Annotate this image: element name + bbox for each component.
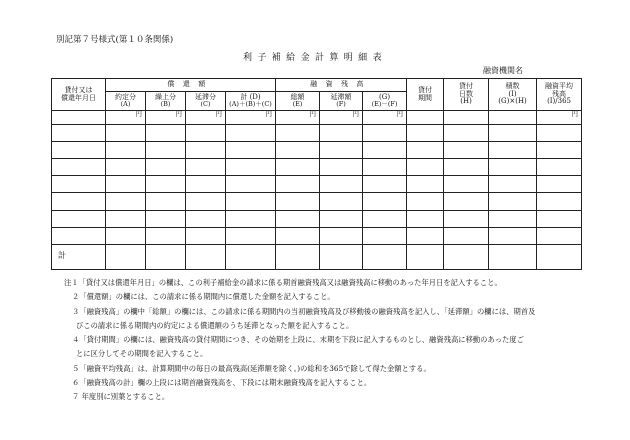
table-row [52,125,582,142]
note-4: ４「貸付期間」の欄には、融資残高の貸付期間につき、その始期を上段に、末期を下段に記入するものとし、融資残高に移動のあった度ご [72,335,524,345]
header-loan-period: 貸付 期間 [407,79,444,111]
note-3-cont: びこの請求に係る期間内の約定による償還額のうち延滞となった額を記入すること。 [76,320,354,330]
calculation-table [51,78,582,270]
total-row [52,244,582,269]
document-title: 利子補給金計算明細表 [242,53,387,63]
header-balance-net: (G) (E)－(F) [363,92,407,111]
note-5: ５「融資平均残高」は、計算期間中の毎日の最高残高(延滞額を除く。)の総和を365で除して得た金額とする。 [72,363,431,373]
table-row [52,210,582,227]
note-1: 注１「貸付又は償還年月日」の欄は、この利子補給金の請求に係る期首融資残高又は融資残高に移動のあった年月日を記入すること。 [64,278,502,287]
note-2: ２「償還額」の欄には、この請求に係る期間内に償還した金額を記入すること。 [72,292,335,302]
table-row [52,142,582,159]
note-7: ７ 年度別に別葉とすること。 [72,392,170,402]
header-overdue: 延滞分 (C) [186,92,226,111]
form-label: 別記第７号様式(第１０条関係) [56,35,174,45]
header-repayment-group: 償還額 [106,79,276,92]
note-4-cont: とに区分してその期間を記入すること。 [76,349,208,359]
table-row: 円 円 円 円 円 円 円 円 [52,111,582,125]
header-contracted: 約定分 (A) [106,92,146,111]
header-balance-group: 融資残高 [276,79,407,92]
header-product: 積数 (I) (G)×(H) [489,79,537,111]
header-repayment-total: 計 (D) (A)＋(B)＋(C) [226,92,276,111]
institution-name-label: 融資機関名 [483,66,523,75]
header-balance-total: 総額 (E) [276,92,320,111]
header-lending-date: 貸付又は 償還年月日 [52,79,106,111]
notes-section [64,276,584,405]
total-label: 計 [52,244,106,269]
header-loan-days: 貸付 日数 (H) [444,79,489,111]
header-prepaid: 繰上分 (B) [146,92,186,111]
table-row [52,176,582,193]
note-6: ６「融資残高の計」欄の上段には期首融資残高を、下段には期末融資残高を記入すること。 [72,378,372,388]
header-overdue-amount: 延滞額 (F) [320,92,363,111]
table-row [52,193,582,210]
header-average-balance: 融資平均 残高 (I)/365 [537,79,582,111]
table-row [52,227,582,244]
note-3: ３「融資残高」の欄中「総額」の欄には、この請求に係る期間内の当初融資残高及び移動後の融資残高を記入し、「延滞額」の欄には、期首及 [72,306,536,316]
table-row [52,159,582,176]
